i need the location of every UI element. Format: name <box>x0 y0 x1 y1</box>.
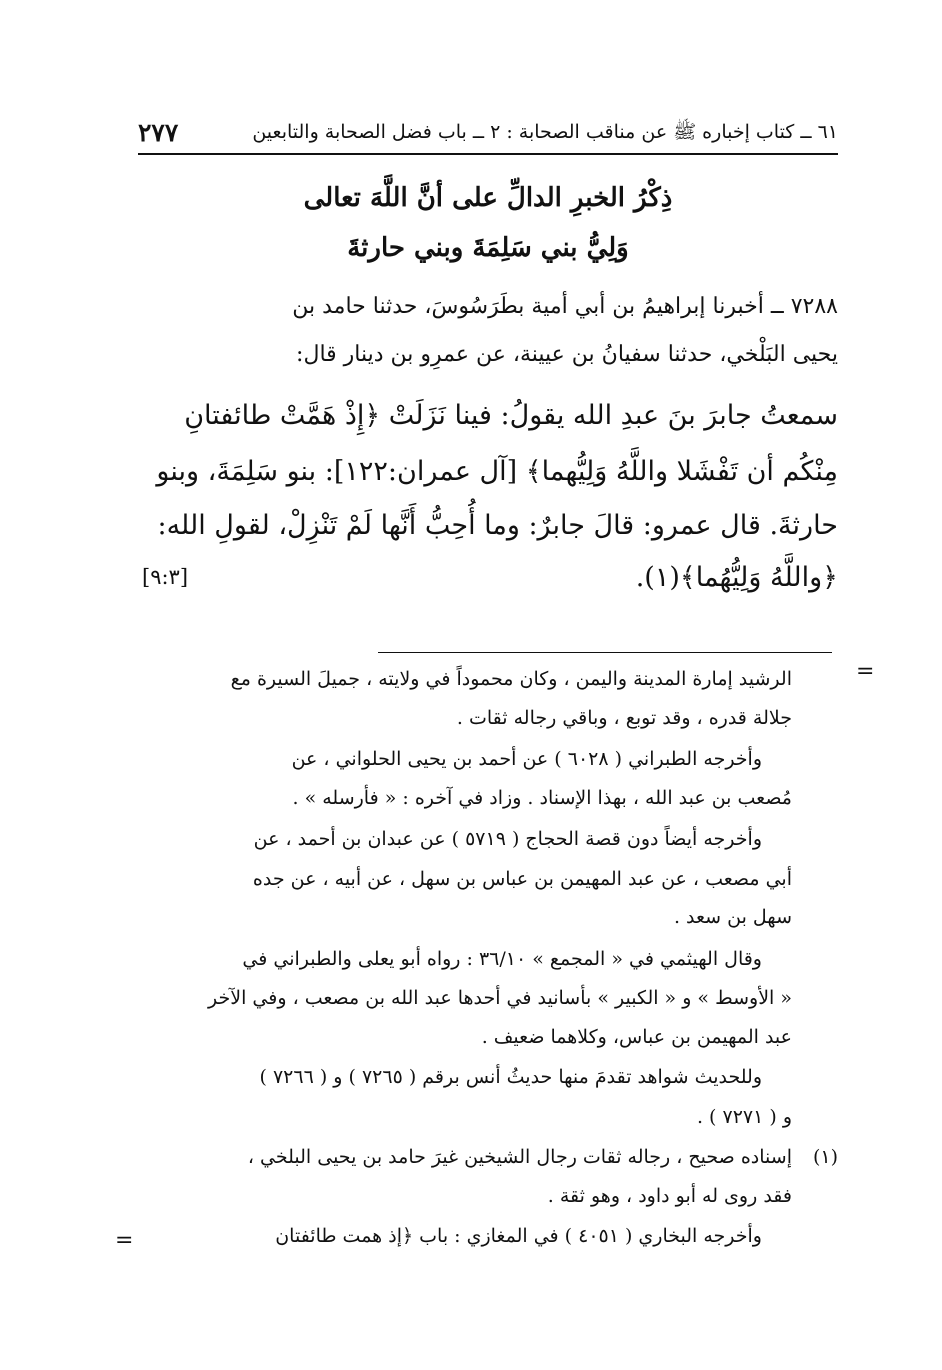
footnote-line: فقد روى له أبو داود ، وهو ثقة . <box>547 1185 792 1207</box>
footnote-line: وقال الهيثمي في « المجمع » ٣٦/١٠ : رواه أبو يعلى والطبراني في <box>242 948 762 970</box>
section-heading-line-1: ذِكْرُ الخبرِ الدالِّ على أنَّ اللَّهَ تعالى <box>303 183 673 213</box>
footnote-line: إسناده صحيح ، رجاله ثقات رجال الشيخين غيرَ حامد بن يحيى البلخي ، <box>247 1146 792 1168</box>
section-heading-line-2: وَلِيُّ بني سَلِمَةَ وبني حارثةَ <box>347 233 629 263</box>
continuation-mark-bottom: = <box>115 1228 134 1253</box>
isnad-line-1: ٧٢٨٨ ــ أخبرنا إبراهيمُ بن أبي أمية بطَرَسُوسَ، حدثنا حامد بن <box>292 294 838 319</box>
matn-line-1: سمعتُ جابرَ بنَ عبدِ الله يقولُ: فينا نَزَلَتْ ﴿إِذْ هَمَّتْ طائفتانِ <box>184 400 838 431</box>
running-title: ٦١ ــ كتاب إخباره ﷺ عن مناقب الصحابة : ٢ ــ باب فضل الصحابة والتابعين <box>252 121 838 143</box>
matn-line-2: مِنْكُم أن تَفْشَلا واللَّهُ وَلِيُّهما﴾ [آل عمران:١٢٢]: بنو سَلِمَةَ، وبنو <box>156 456 838 487</box>
page-number: ٢٧٧ <box>138 118 179 147</box>
header-rule <box>138 153 838 155</box>
footnote-line: سهل بن سعد . <box>673 906 792 928</box>
footnote-line: جلالة قدره ، وقد توبع ، وباقي رجاله ثقات . <box>456 707 792 729</box>
footnote-line: وأخرجه أيضاً دون قصة الحجاج ( ٥٧١٩ ) عن عبدان بن أحمد ، عن <box>253 828 762 850</box>
footnote-line: « الأوسط » و « الكبير » بأسانيد في أحدها عبد الله بن مصعب ، وفي الآخر <box>208 987 792 1009</box>
footnote-line: مُصعب بن عبد الله ، بهذا الإسناد . وزاد في آخره : « فأرسله » . <box>292 787 792 809</box>
footnote-number: (١) <box>812 1146 838 1168</box>
footnote-line: عبد المهيمن بن عباس، وكلاهما ضعيف . <box>481 1026 792 1048</box>
hadith-reference: [٩:٣] <box>142 565 189 589</box>
footnote-line: أبي مصعب ، عن عبد المهيمن بن عباس بن سهل ، عن أبيه ، عن جده <box>252 868 792 890</box>
matn-line-4: ﴿واللَّهُ وَلِيُّهُما﴾(١). <box>635 562 838 593</box>
isnad-line-2: يحيى البَلْخي، حدثنا سفيانُ بن عيينة، عن عمرِو بن دينار قال: <box>296 342 838 367</box>
footnote-rule <box>378 652 832 653</box>
footnote-line: وأخرجه الطبراني ( ٦٠٢٨ ) عن أحمد بن يحيى الحلواني ، عن <box>291 748 762 770</box>
footnote-line: الرشيد إمارة المدينة واليمن ، وكان محموداً في ولايته ، جميلَ السيرة مع <box>230 668 792 690</box>
footnote-line: وللحديث شواهد تقدمَ منها حديثُ أنس برقم ( ٧٢٦٥ ) و ( ٧٢٦٦ ) <box>259 1066 762 1088</box>
footnote-line: و ( ٧٢٧١ ) . <box>696 1106 792 1128</box>
continuation-mark-top: = <box>856 659 875 684</box>
matn-line-3: حارثةَ. قال عمرو: قالَ جابرٌ: وما أُحِبُّ أَنَّها لَمْ تَنْزِلْ، لقولِ الله: <box>157 510 838 541</box>
footnote-line: وأخرجه البخاري ( ٤٠٥١ ) في المغازي : باب ﴿إذ همت طائفتان <box>275 1225 762 1247</box>
